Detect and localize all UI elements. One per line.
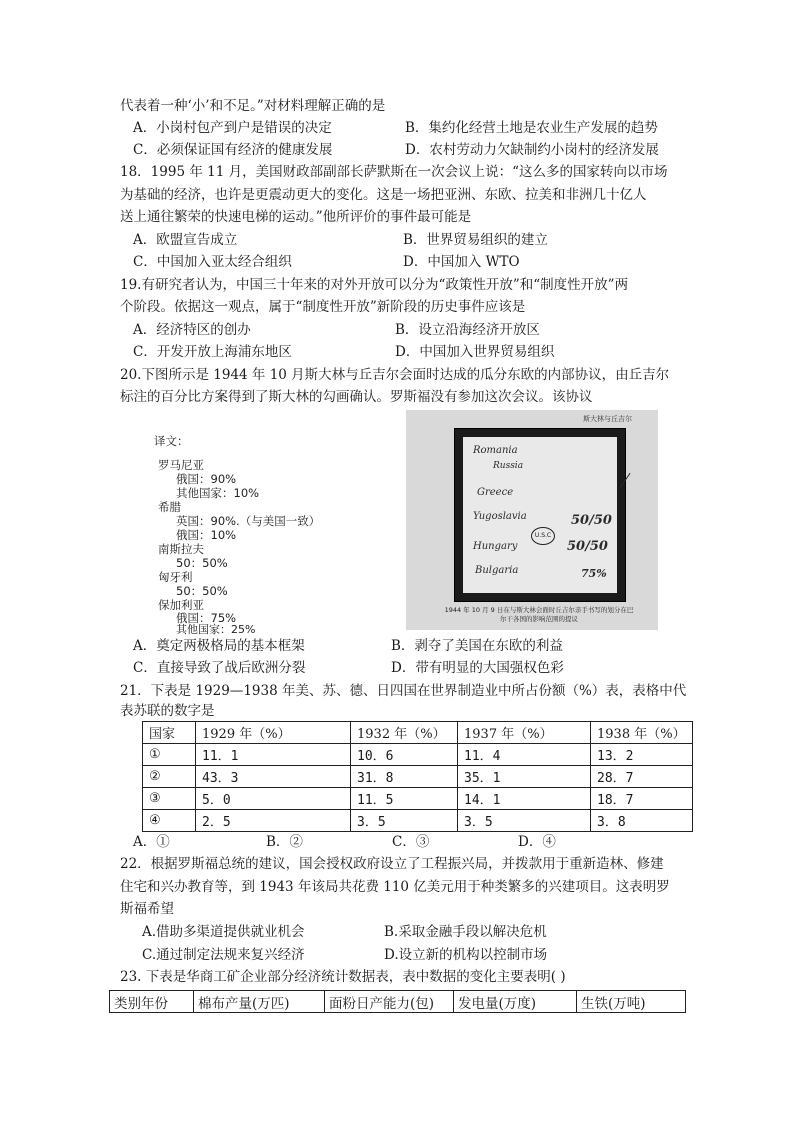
table-header-cell: 1937 年（%）: [458, 722, 591, 744]
q19-option-b: B．设立沿海经济开放区: [395, 322, 540, 338]
hw-greece: Greece: [477, 487, 514, 498]
hw-yugoslavia: Yugoslavia: [473, 511, 527, 522]
q17-option-b: B．集约化经营土地是农业生产发展的趋势: [405, 120, 658, 136]
q22-stem-line-2: 住宅和兴办教育等，到 1943 年该局共花费 110 亿美元用于种类繁多的兴建项目。这表明罗: [120, 879, 670, 895]
yalta-percentages-figure: [140, 410, 658, 636]
table-cell: ③: [143, 788, 196, 810]
table-cell: 14．1: [458, 788, 591, 810]
q21-option-d: D．④: [518, 834, 556, 850]
q17-option-a: A．小岗村包产到户是错误的决定: [133, 120, 332, 136]
table-cell: 43．3: [196, 766, 351, 788]
q18-option-b: B．世界贸易组织的建立: [403, 232, 548, 248]
translation-bulgaria-other: 其他国家：25%: [176, 623, 256, 636]
q21-stem-line-2: 表苏联的数字是: [120, 703, 215, 719]
translation-hungary: 匈牙利: [158, 570, 193, 584]
q18-option-d: D．中国加入 WTO: [403, 254, 520, 270]
q22-option-c: C.通过制定法规来复兴经济: [142, 947, 305, 963]
table-row: [143, 766, 693, 788]
q23-stem: 23. 下表是华商工矿企业部分经济统计数据表，表中数据的变化主要表明( ): [120, 969, 566, 985]
usc-circle-stamp: U.S.C: [531, 527, 555, 545]
q18-option-a: A．欧盟宣告成立: [133, 232, 238, 248]
q18-stem-line-3: 送上通往繁荣的快速电梯的运动。”他所评价的事件最可能是: [120, 209, 472, 225]
q20-option-a: A．奠定两极格局的基本框架: [133, 638, 305, 654]
figure-document-photo: [406, 410, 658, 630]
q17-stem-continuation: 代表着一种‘小’和不足。”对材料理解正确的是: [120, 98, 386, 114]
table-cell: ④: [143, 810, 196, 832]
q18-stem-line-1: 18．1995 年 11 月，美国财政部副部长萨默斯在一次会议上说：“这么多的国家转向以市场: [120, 164, 668, 180]
q17-option-d: D．农村劳动力欠缺制约小岗村的经济发展: [405, 142, 659, 158]
translation-romania-ussr: 俄国：90%: [176, 472, 237, 486]
q18-option-c: C．中国加入亚太经合组织: [133, 254, 292, 270]
q21-stem-line-1: 21．下表是 1929—1938 年美、苏、德、日四国在世界制造业中所占份额（%）表，表格中代: [120, 683, 687, 699]
table-cell: 31．8: [351, 766, 458, 788]
q19-option-d: D．中国加入世界贸易组织: [395, 344, 555, 360]
table-cell: 35．1: [458, 766, 591, 788]
hw-yugoslavia-split: 50/50: [571, 513, 612, 528]
q17-option-c: C．必须保证国有经济的健康发展: [133, 142, 333, 158]
hw-romania: Romania: [473, 445, 518, 456]
table-cell: 3．5: [351, 810, 458, 832]
table-header-cell: 发电量(万度): [454, 991, 577, 1013]
hw-hungary: Hungary: [473, 541, 518, 552]
q22-stem-line-1: 22．根据罗斯福总统的建议，国会授权政府设立了工程振兴局，并拨款用于重新造林、修建: [120, 856, 664, 872]
table-header-cell: 类别年份: [110, 991, 194, 1013]
table-cell: ②: [143, 766, 196, 788]
q22-option-a: A.借助多渠道提供就业机会: [142, 924, 305, 940]
translation-yugoslavia: 南斯拉夫: [158, 542, 204, 556]
q21-option-a: A．①: [133, 834, 170, 850]
table-cell: 10．6: [351, 744, 458, 766]
table-cell: 3．5: [458, 810, 591, 832]
table-header-cell: 1932 年（%）: [351, 722, 458, 744]
q20-option-c: C．直接导致了战后欧洲分裂: [133, 660, 306, 676]
translation-greece: 希腊: [158, 500, 181, 514]
translation-bulgaria-ussr: 俄国：75%: [176, 611, 237, 625]
table-cell: 18．7: [591, 788, 693, 810]
handwritten-note: [454, 428, 626, 602]
translation-hungary-split: 50：50%: [176, 584, 228, 598]
q19-option-c: C．开发开放上海浦东地区: [133, 344, 292, 360]
table-header-cell: 1938 年（%）: [591, 722, 693, 744]
q20-stem-line-2: 标注的百分比方案得到了斯大林的勾画确认。罗斯福没有参加这次会议。该协议: [120, 389, 593, 405]
q19-stem-line-1: 19.有研究者认为，中国三十年来的对外开放可以分为“政策性开放”和“制度性开放”两: [120, 277, 629, 293]
translation-yugoslavia-split: 50：50%: [176, 556, 228, 570]
q18-stem-line-2: 为基础的经济，也许是更震动更大的变化。这是一场把亚洲、东欧、拉美和非洲几十亿人: [120, 187, 647, 203]
table-cell: 11．1: [196, 744, 351, 766]
table-cell: 13．2: [591, 744, 693, 766]
q20-option-b: B．剥夺了美国在东欧的利益: [391, 638, 563, 654]
translation-romania-other: 其他国家：10%: [176, 486, 260, 500]
table-header-cell: 面粉日产能力(包): [325, 991, 454, 1013]
translation-romania: 罗马尼亚: [158, 458, 204, 472]
photo-bottom-caption: 1944 年 10 月 9 日在与斯大林会面时丘吉尔亲手书写的划分在巴尔干各国的影响范围的提议: [444, 606, 634, 623]
figure-translation-panel: [140, 410, 406, 636]
table-row: [143, 744, 693, 766]
q22-option-d: D.设立新的机构以控制市场: [384, 947, 548, 963]
q21-option-b: B．②: [266, 834, 303, 850]
table-cell: 11．5: [351, 788, 458, 810]
q21-option-c: C．③: [392, 834, 430, 850]
table-row: [143, 810, 693, 832]
table-header-cell: 生铁(万吨): [577, 991, 686, 1013]
q20-stem-line-1: 20.下图所示是 1944 年 10 月斯大林与丘吉尔会面时达成的瓜分东欧的内部协议，由丘吉尔: [120, 367, 670, 383]
table-header-cell: 棉布产量(万匹): [194, 991, 325, 1013]
table-cell: 3．8: [591, 810, 693, 832]
table-cell: 28．7: [591, 766, 693, 788]
hw-bulgaria-share: 75%: [581, 567, 607, 580]
q19-stem-line-2: 个阶段。依据这一观点，属于“制度性开放”新阶段的历史事件应该是: [120, 299, 526, 315]
table-header-row: [143, 722, 693, 744]
table-cell: 5．0: [196, 788, 351, 810]
table-row: [143, 788, 693, 810]
table-cell: ①: [143, 744, 196, 766]
q22-option-b: B.采取金融手段以解决危机: [384, 924, 547, 940]
table-cell: 11．4: [458, 744, 591, 766]
table-header-row: [110, 991, 686, 1013]
q22-stem-line-3: 斯福希望: [120, 901, 174, 917]
hw-bulgaria: Bulgaria: [475, 565, 519, 576]
q20-option-d: D．带有明显的大国强权色彩: [391, 660, 564, 676]
photo-top-caption: 斯大林与丘吉尔: [583, 415, 632, 423]
manufacturing-share-table: [142, 721, 693, 832]
hw-russia: Russia: [493, 461, 524, 471]
table-cell: 2．5: [196, 810, 351, 832]
q19-option-a: A．经济特区的创办: [133, 322, 251, 338]
translation-heading: 译文：: [154, 434, 189, 448]
hw-hungary-split: 50/50: [567, 539, 608, 554]
translation-bulgaria: 保加利亚: [158, 598, 204, 612]
translation-greece-uk: 英国：90%.（与美国一致）: [176, 514, 321, 528]
industrial-stats-table: [109, 990, 686, 1013]
translation-greece-ussr: 俄国：10%: [176, 528, 237, 542]
table-header-cell: 国家: [143, 722, 196, 744]
table-header-cell: 1929 年（%）: [196, 722, 351, 744]
